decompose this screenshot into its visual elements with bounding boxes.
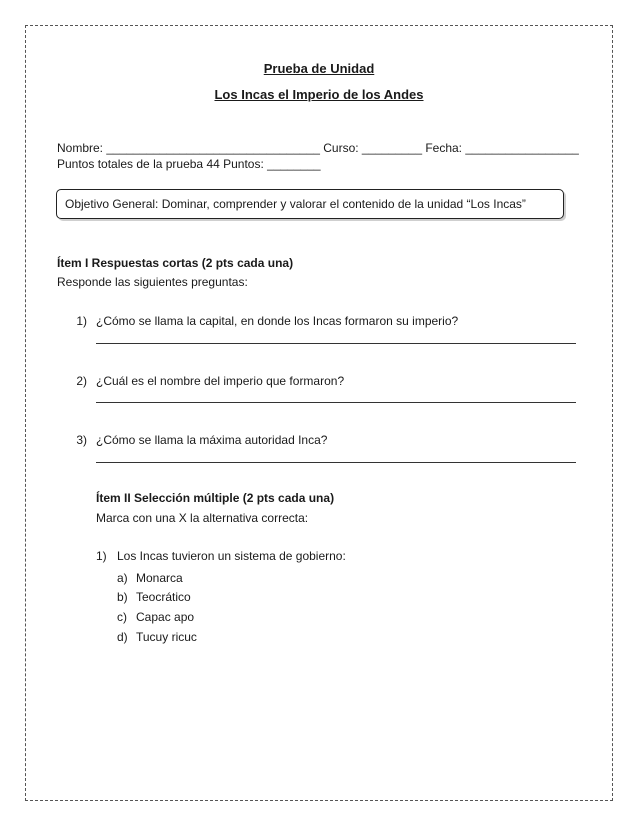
option-letter: c): [117, 610, 127, 624]
item1-instruction: Responde las siguientes preguntas:: [57, 275, 248, 289]
page-title: Prueba de Unidad: [263, 61, 375, 76]
option-capac-apo[interactable]: Capac apo: [136, 610, 195, 624]
item1-heading: Ítem I Respuestas cortas (2 pts cada una): [57, 256, 294, 270]
answer-line[interactable]: [96, 343, 576, 344]
points-line: Puntos totales de la prueba 44 Puntos: ________: [57, 157, 321, 171]
question-text: ¿Cuál es el nombre del imperio que formaron?: [96, 374, 345, 388]
question-number: 2): [76, 374, 87, 388]
question-number: 3): [76, 433, 87, 447]
question-text: ¿Cómo se llama la máxima autoridad Inca?: [96, 433, 328, 447]
option-letter: d): [117, 630, 128, 644]
option-letter: a): [117, 571, 128, 585]
item2-heading: Ítem II Selección múltiple (2 pts cada una): [96, 491, 335, 505]
mc-question-number: 1): [96, 549, 107, 563]
mc-question-text: Los Incas tuvieron un sistema de gobierno:: [117, 549, 346, 563]
objective-box: Objetivo General: Dominar, comprender y valorar el contenido de la unidad “Los Incas”: [56, 189, 564, 219]
option-tucuy-ricuc[interactable]: Tucuy ricuc: [136, 630, 197, 644]
question-text: ¿Cómo se llama la capital, en donde los Incas formaron su imperio?: [96, 314, 459, 328]
item2-instruction: Marca con una X la alternativa correcta:: [96, 511, 309, 525]
question-number: 1): [76, 314, 87, 328]
option-letter: b): [117, 590, 128, 604]
answer-line[interactable]: [96, 402, 576, 403]
option-monarca[interactable]: Monarca: [136, 571, 183, 585]
option-teocratico[interactable]: Teocrático: [136, 590, 191, 604]
page-subtitle: Los Incas el Imperio de los Andes: [214, 87, 424, 102]
student-info-line: Nombre: ________________________________ Curso: _________ Fecha: _________________: [57, 141, 579, 155]
answer-line[interactable]: [96, 462, 576, 463]
